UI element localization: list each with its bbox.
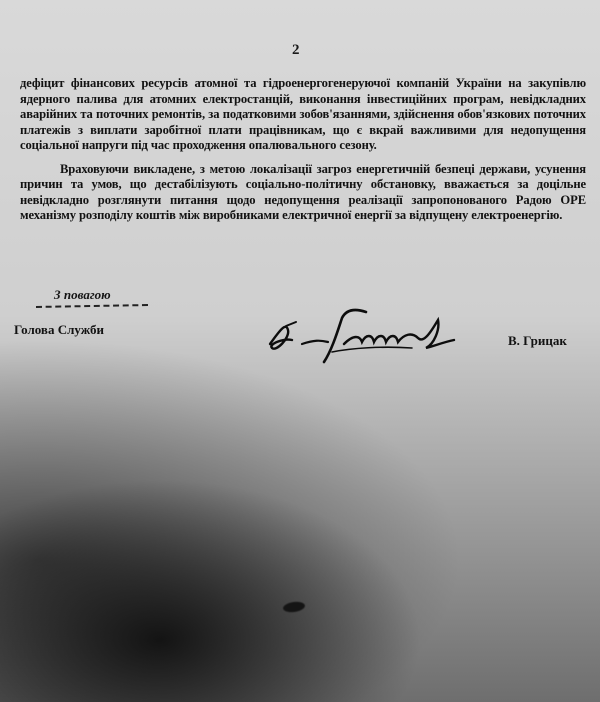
paragraph-1: дефіцит фінансових ресурсів атомної та гідроенергогенеруючої компаній України на закупівлю ядерного палива для атомних електростанцій, виконання інвестиційних програм, невідкладних аварійних та поточних ремонтів, за податковими зобов'язаннями, здійснення обов'язкових поточних платежів з виплати заробітної плати працівникам, що є вкрай важливими для недопущення соціальної напруги під час проходження опалювального сезону. bbox=[20, 76, 586, 152]
letter-body bbox=[20, 76, 586, 224]
page-number: 2 bbox=[292, 42, 300, 58]
closing-salutation: З повагою bbox=[54, 287, 111, 302]
ink-smudge bbox=[282, 601, 305, 614]
signatory-name: В. Грицак bbox=[508, 333, 567, 348]
paragraph-2: Враховуючи викладене, з метою локалізації загроз енергетичній безпеці держави, усунення причин та умов, що дестабілізують соціально-політичну обстановку, вважається за доцільне невідкладно розглянути питання щодо недопущення реалізації запропонованого Радою ОРЕ механізму розподілу коштів між виробниками електричної енергії за відпущену електроенергію. bbox=[20, 161, 586, 222]
closing-underline bbox=[36, 304, 148, 310]
handwritten-signature bbox=[262, 300, 462, 380]
signatory-title: Голова Служби bbox=[14, 322, 104, 337]
